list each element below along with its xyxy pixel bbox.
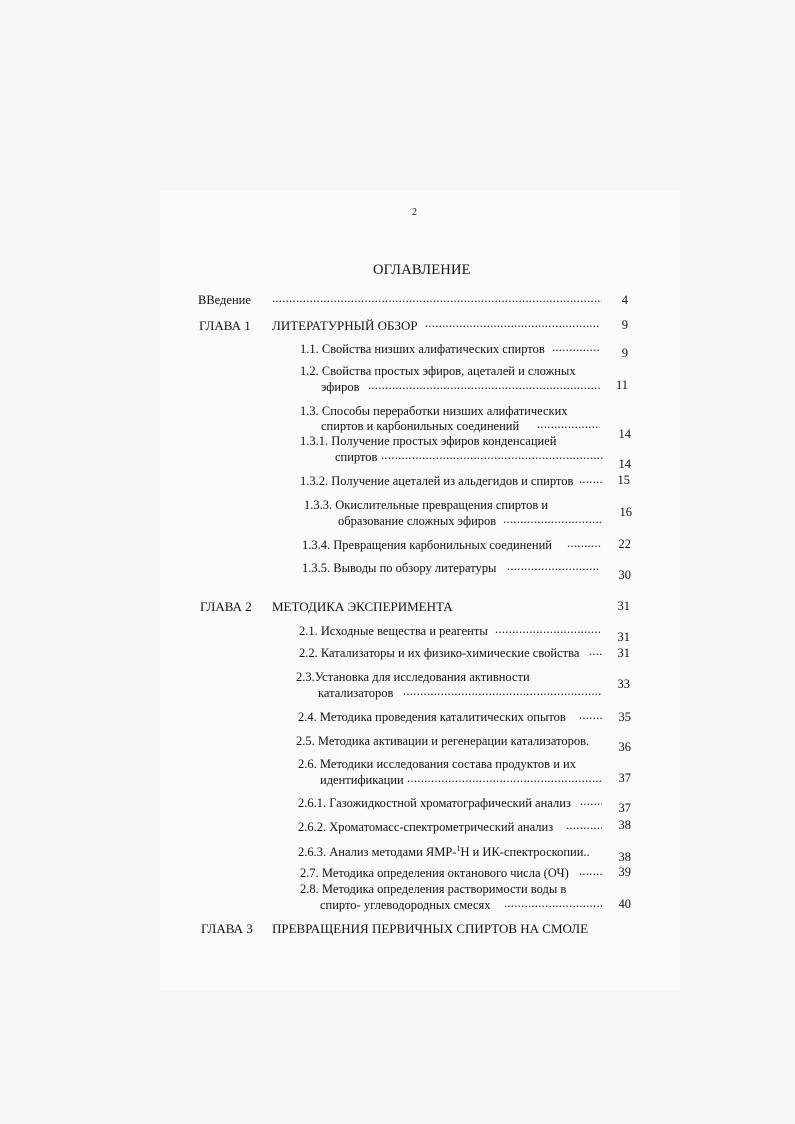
leader — [579, 472, 603, 487]
toc-entry-2-3: 2.3.Установка для исследования активности — [296, 670, 530, 684]
leader — [566, 818, 602, 833]
toc-page-2-4: 35 — [618, 710, 631, 724]
page-number: 2 — [412, 207, 417, 218]
toc-entry-2-5: 2.5. Методика активации и регенерации катализаторов. — [296, 734, 590, 748]
toc-page-2-7: 39 — [618, 865, 631, 879]
toc-entry-1-3-1: 1.3.1. Получение простых эфиров конденсацией — [300, 434, 557, 448]
toc-entry-2-3-cont: катализаторов — [318, 686, 394, 700]
leader — [407, 771, 602, 786]
toc-page-1-3-4: 22 — [618, 537, 631, 551]
leader — [589, 644, 603, 659]
toc-entry-2-6-1: 2.6.1. Газожидкостной хроматографический анализ — [298, 796, 571, 810]
toc-entry-1-3-2: 1.3.2. Получение ацеталей из альдегидов и спиртов — [300, 474, 574, 488]
chapter1-page: 9 — [621, 318, 628, 332]
chapter1-label: ГЛАВА 1 — [199, 318, 251, 333]
toc-page-1-3-2: 15 — [617, 473, 630, 487]
intro-label: ВВедение — [198, 293, 251, 307]
toc-page-1-3: 14 — [618, 427, 631, 441]
leader — [552, 340, 599, 355]
intro-leader — [272, 291, 602, 306]
chapter2-title: МЕТОДИКА ЭКСПЕРИМЕНТА — [272, 599, 453, 614]
toc-entry-2-1: 2.1. Исходные вещества и реагенты — [299, 624, 488, 638]
toc-entry-1-3-3: 1.3.3. Окислительные превращения спиртов и — [304, 498, 549, 512]
toc-page-1-3-5: 30 — [618, 568, 631, 582]
chapter3-label: ГЛАВА 3 — [201, 921, 253, 936]
leader — [504, 896, 602, 911]
toc-page-2-6: 37 — [618, 771, 631, 785]
leader — [579, 864, 603, 879]
toc-entry-1-3-cont: спиртов и карбонильных соединений — [321, 419, 520, 433]
toc-entry-2-6-2: 2.6.2. Хроматомасс-спектрометрический анализ — [298, 820, 554, 834]
toc-entry-1-1: 1.1. Свойства низших алифатических спиртов — [300, 342, 545, 356]
chapter1-leader — [425, 316, 600, 331]
toc-entry-1-3-1-cont: спиртов — [335, 450, 378, 464]
toc-page-2-3: 33 — [617, 677, 630, 691]
chapter1-title: ЛИТЕРАТУРНЫЙ ОБЗОР — [272, 318, 418, 333]
toc-entry-2-8-cont: спирто- углеводородных смесях — [320, 898, 491, 912]
toc-title: ОГЛАВЛЕНИЕ — [373, 262, 471, 278]
toc-page-2-6-3: 38 — [618, 850, 631, 864]
chapter2-page: 31 — [617, 599, 630, 613]
leader — [495, 622, 601, 637]
leader — [368, 378, 600, 393]
toc-entry-2-7: 2.7. Методика определения октанового числа (ОЧ) — [300, 866, 569, 880]
toc-entry-1-3-3-cont: образование сложных эфиров — [338, 514, 497, 528]
toc-entry-1-2: 1.2. Свойства простых эфиров, ацеталей и сложных — [300, 364, 576, 378]
toc-entry-2-6-cont: идентификации — [320, 773, 404, 787]
leader — [537, 417, 600, 432]
toc-page-2-1: 31 — [617, 630, 630, 644]
toc-entry-1-3-5: 1.3.5. Выводы по обзору литературы — [302, 561, 497, 575]
chapter3-title: ПРЕВРАЩЕНИЯ ПЕРВИЧНЫХ СПИРТОВ НА СМОЛЕ — [272, 921, 589, 936]
toc-entry-1-2-cont: эфиров — [321, 380, 360, 394]
toc-page-1-1: 9 — [621, 346, 628, 360]
toc-page-1-2: 11 — [615, 378, 628, 392]
toc-page-2-2: 31 — [617, 646, 630, 660]
toc-entry-2-4: 2.4. Методика проведения каталитических опытов — [298, 710, 566, 724]
toc-entry-2-2: 2.2. Катализаторы и их физико-химические свойства — [299, 646, 580, 660]
toc-entry-1-3-4: 1.3.4. Превращения карбонильных соединений — [302, 538, 552, 552]
chapter2-label: ГЛАВА 2 — [200, 599, 252, 614]
toc-page-1-3-1: 14 — [618, 457, 631, 471]
leader — [503, 512, 601, 527]
toc-page-2-6-2: 38 — [618, 818, 631, 832]
leader — [579, 708, 603, 723]
leader — [580, 794, 602, 809]
toc-page-2-5: 36 — [618, 740, 631, 754]
toc-page-2-6-1: 37 — [618, 801, 631, 815]
leader — [567, 536, 602, 551]
toc-entry-1-3: 1.3. Способы переработки низших алифатических — [300, 404, 568, 418]
toc-entry-2-6-3: 2.6.3. Анализ методами ЯМР-$^1$Н и ИК-спектроскопии.. — [298, 844, 590, 859]
toc-entry-2-6: 2.6. Методики исследования состава продуктов и их — [298, 757, 576, 771]
leader — [507, 559, 599, 574]
toc-page-2-8: 40 — [618, 897, 631, 911]
leader — [403, 684, 601, 699]
intro-page: 4 — [621, 293, 628, 307]
toc-entry-2-8: 2.8. Методика определения растворимости воды в — [300, 882, 567, 896]
toc-page-1-3-3: 16 — [619, 505, 632, 519]
leader — [381, 448, 603, 463]
